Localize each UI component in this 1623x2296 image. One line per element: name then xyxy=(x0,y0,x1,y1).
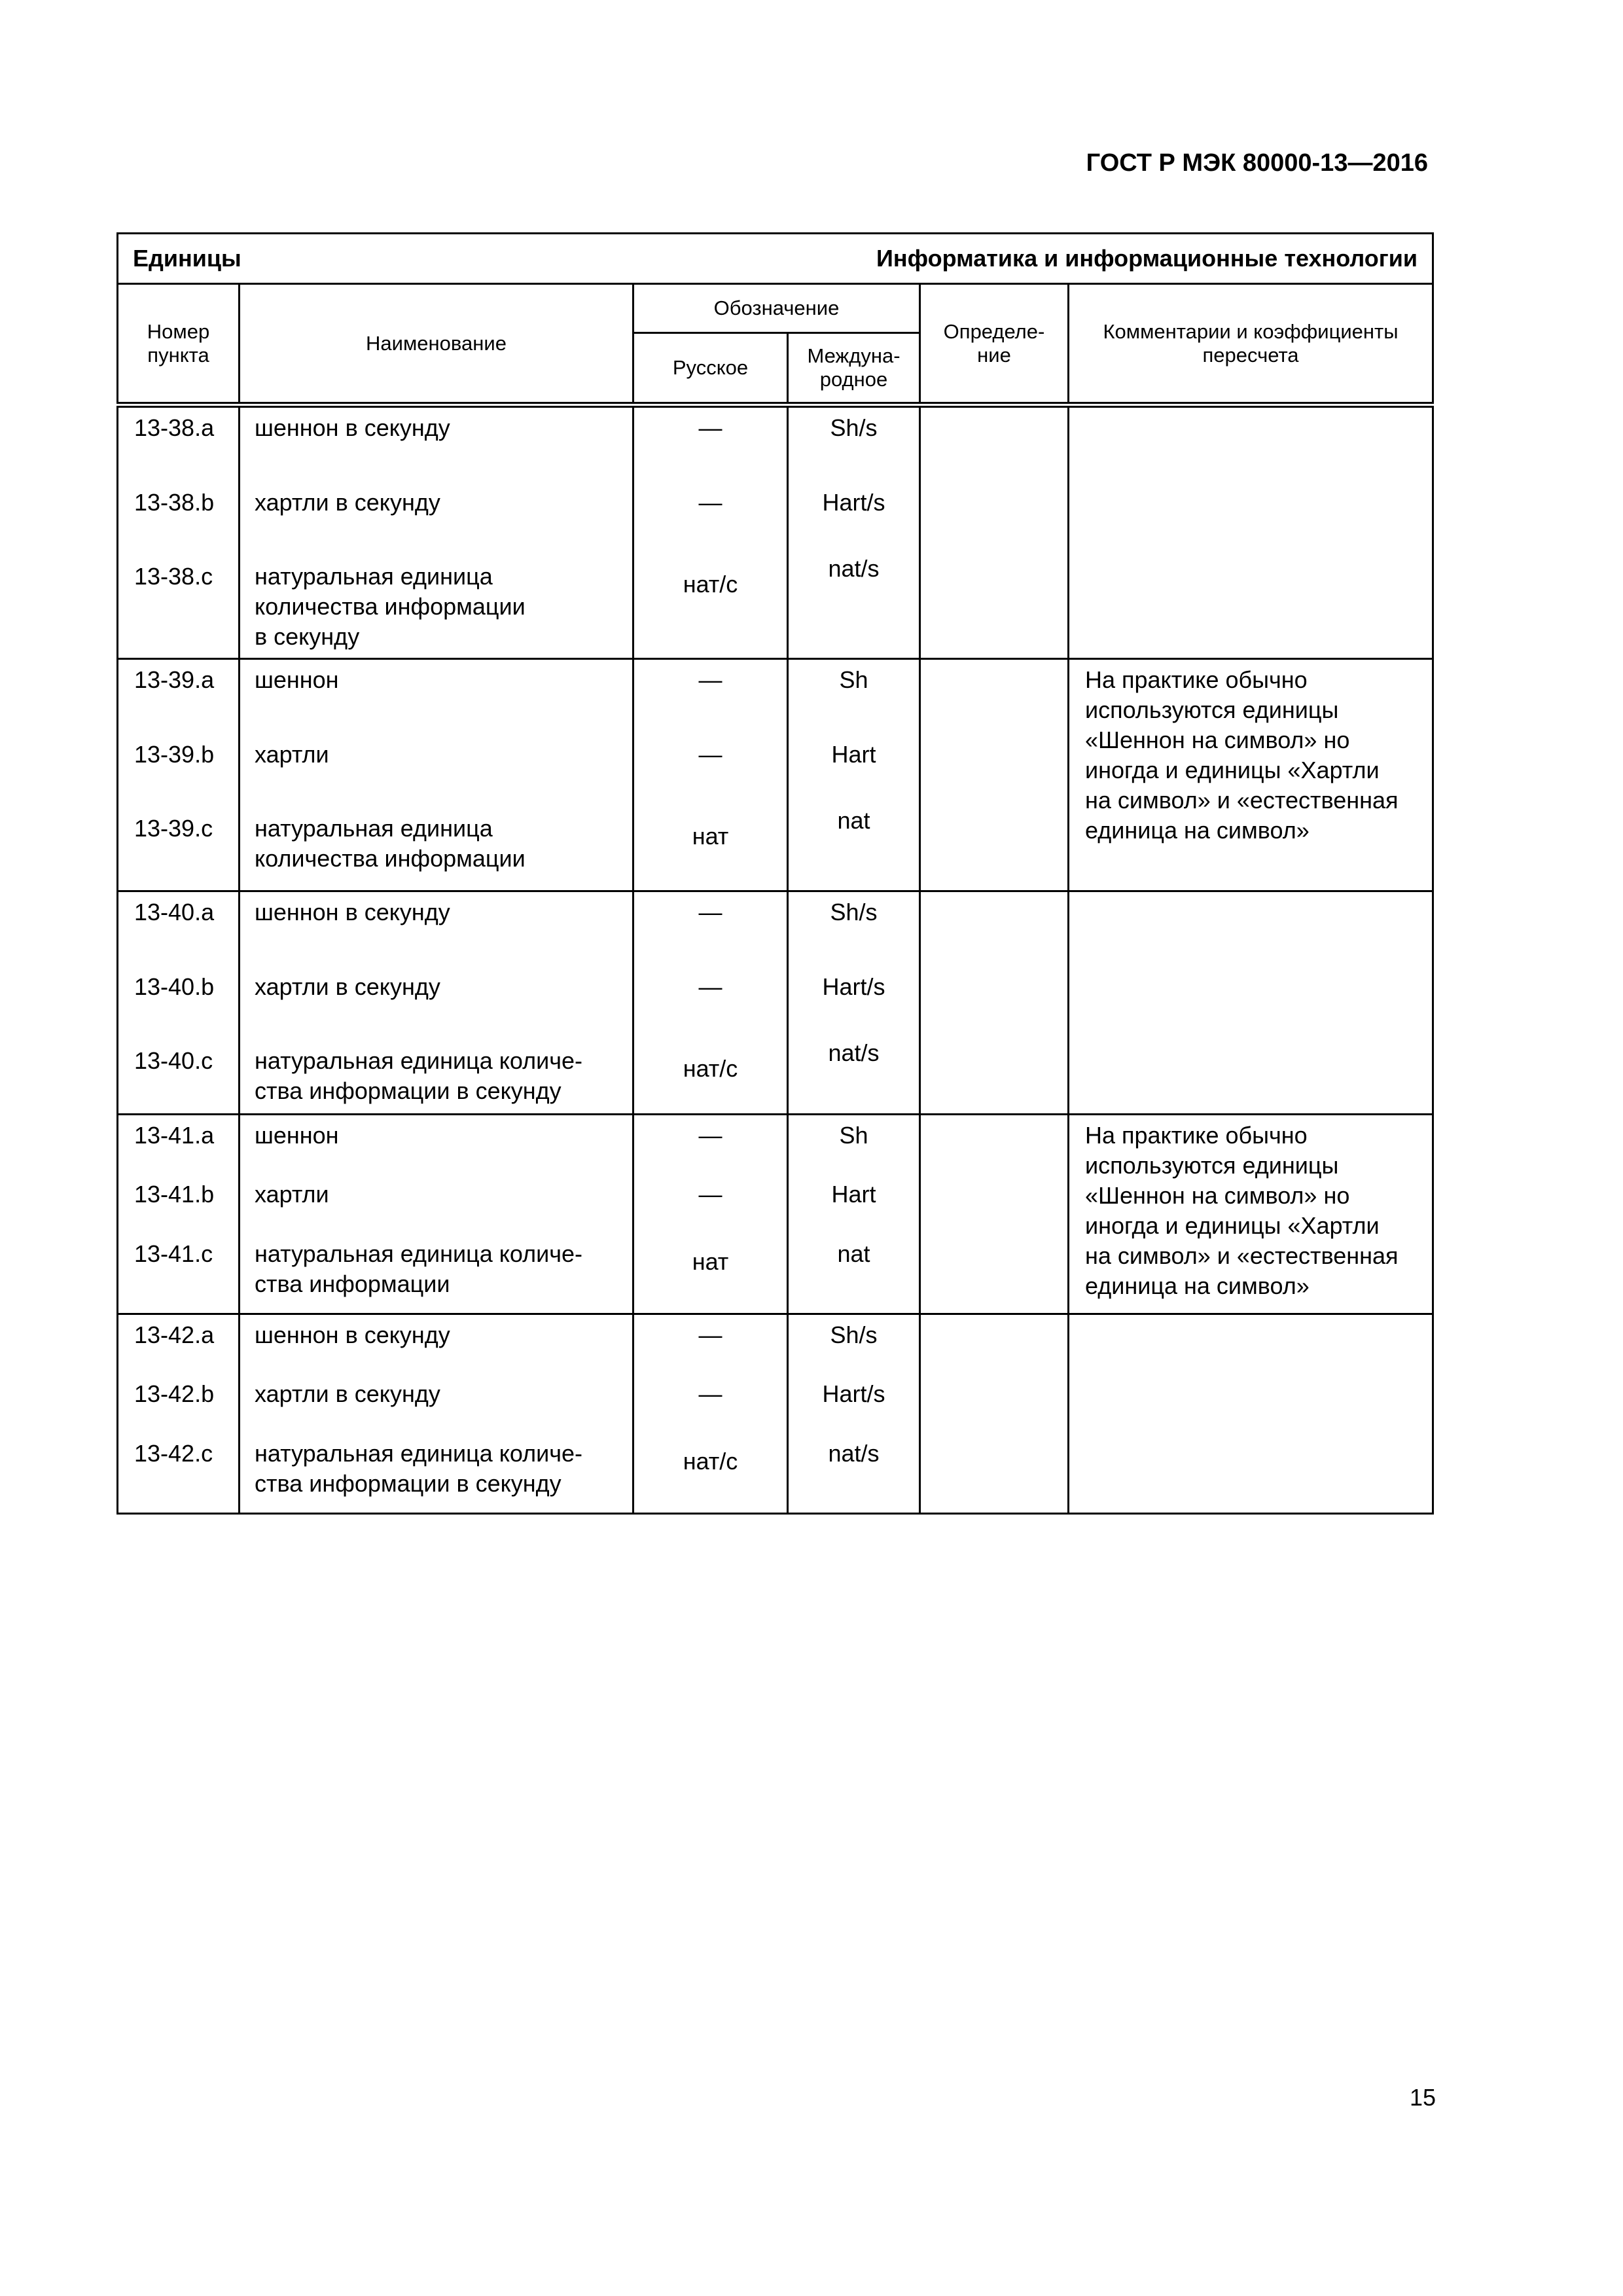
symbol-international: nat xyxy=(837,807,870,834)
item-number: 13-41.a xyxy=(134,1122,215,1149)
unit-name-line: хартли xyxy=(255,741,329,768)
item-ru xyxy=(634,1239,787,1277)
domain-title: Единицы xyxy=(133,245,241,272)
unit-name-line: ства информации в секунду xyxy=(255,1077,562,1104)
document-code: ГОСТ Р МЭК 80000-13—2016 xyxy=(1086,149,1428,177)
item-num xyxy=(118,488,238,518)
unit-name-line: шеннон в секунду xyxy=(255,1321,450,1348)
item-number: 13-39.c xyxy=(134,815,213,842)
table-row xyxy=(118,1115,1433,1314)
cell-def xyxy=(920,659,1069,891)
symbol-international: Sh xyxy=(839,666,868,693)
item-int xyxy=(789,807,919,836)
unit-name-line: шеннон xyxy=(255,666,339,693)
item-int xyxy=(789,1121,919,1151)
item-num xyxy=(118,1121,238,1151)
item-name xyxy=(240,1320,632,1350)
item-ru xyxy=(634,897,787,927)
cell-int xyxy=(788,891,920,1115)
item-name xyxy=(240,413,632,443)
comment-line: иногда и единицы «Хартли xyxy=(1085,757,1380,783)
cell-name xyxy=(240,659,633,891)
item-name xyxy=(240,740,632,770)
symbol-russian: нат/с xyxy=(683,1448,738,1475)
unit-name-line: шеннон в секунду xyxy=(255,414,450,441)
unit-name-line: шеннон в секунду xyxy=(255,899,450,925)
item-ru xyxy=(634,1439,787,1477)
comment-line: На практике обычно xyxy=(1085,1122,1308,1149)
symbol-russian: нат xyxy=(692,823,729,850)
item-number: 13-40.b xyxy=(134,973,215,1000)
symbol-international: nat/s xyxy=(828,555,880,582)
item-num xyxy=(118,972,238,1002)
table-row xyxy=(118,891,1433,1115)
item-number: 13-38.b xyxy=(134,489,215,516)
item-number: 13-38.c xyxy=(134,563,213,590)
item-int xyxy=(789,1039,919,1068)
comment-line: на символ» и «естественная xyxy=(1085,787,1399,814)
unit-name-line: хартли в секунду xyxy=(255,1380,440,1407)
item-int xyxy=(789,555,919,584)
item-int xyxy=(789,665,919,695)
item-number: 13-41.c xyxy=(134,1240,213,1267)
cell-int xyxy=(788,405,920,659)
item-ru xyxy=(634,665,787,695)
unit-name-line: хартли xyxy=(255,1181,329,1208)
item-name xyxy=(240,814,632,874)
units-table xyxy=(116,232,1434,1515)
cell-comment xyxy=(1069,405,1433,659)
item-num xyxy=(118,1379,238,1409)
comment-line: «Шеннон на символ» но xyxy=(1085,726,1350,753)
item-num xyxy=(118,1320,238,1350)
item-int xyxy=(789,1379,919,1409)
cell-ru xyxy=(633,405,788,659)
symbol-russian: — xyxy=(698,1321,722,1348)
unit-name-line: хартли в секунду xyxy=(255,489,440,516)
comment-line: используются единицы xyxy=(1085,1152,1339,1179)
units-table-container xyxy=(116,232,1432,1515)
item-name xyxy=(240,897,632,927)
item-number: 13-42.b xyxy=(134,1380,215,1407)
item-number: 13-40.a xyxy=(134,899,215,925)
cell-name xyxy=(240,1115,633,1314)
cell-def xyxy=(920,405,1069,659)
item-name xyxy=(240,562,632,652)
item-name xyxy=(240,1179,632,1210)
cell-comment xyxy=(1069,659,1433,891)
symbol-russian: — xyxy=(698,741,722,768)
symbol-international: Sh/s xyxy=(830,1321,878,1348)
item-name xyxy=(240,1121,632,1151)
col-header-definition: Определе- ние xyxy=(920,284,1069,405)
col-header-symbol-russian: Русское xyxy=(633,333,788,405)
symbol-international: Hart/s xyxy=(822,1380,885,1407)
col-header-name: Наименование xyxy=(240,284,633,405)
cell-int xyxy=(788,1314,920,1514)
comment-line: иногда и единицы «Хартли xyxy=(1085,1212,1380,1239)
item-num xyxy=(118,897,238,927)
symbol-international: Sh xyxy=(839,1122,868,1149)
item-num xyxy=(118,413,238,443)
symbol-russian: — xyxy=(698,666,722,693)
symbol-international: Sh/s xyxy=(830,899,878,925)
unit-name-line: натуральная единица количе- xyxy=(255,1240,583,1267)
item-ru xyxy=(634,562,787,600)
col-header-number: Номер пункта xyxy=(118,284,240,405)
item-name xyxy=(240,1439,632,1499)
item-name xyxy=(240,1239,632,1299)
cell-def xyxy=(920,1314,1069,1514)
item-ru xyxy=(634,972,787,1002)
item-name xyxy=(240,665,632,695)
item-name xyxy=(240,1046,632,1106)
item-num xyxy=(118,1179,238,1210)
item-num xyxy=(118,1439,238,1469)
item-int xyxy=(789,488,919,518)
table-row xyxy=(118,405,1433,659)
symbol-russian: — xyxy=(698,489,722,516)
cell-def xyxy=(920,891,1069,1115)
item-number: 13-40.c xyxy=(134,1047,213,1074)
symbol-russian: нат/с xyxy=(683,571,738,598)
symbol-international: nat/s xyxy=(828,1039,880,1066)
cell-name xyxy=(240,891,633,1115)
unit-name-line: натуральная единица xyxy=(255,563,493,590)
column-header-row xyxy=(118,284,1433,333)
table-domain-row xyxy=(118,234,1433,284)
cell-num xyxy=(118,1115,240,1314)
item-ru xyxy=(634,1320,787,1350)
unit-name-line: натуральная единица количе- xyxy=(255,1440,583,1467)
item-name xyxy=(240,1379,632,1409)
cell-int xyxy=(788,659,920,891)
domain-cell xyxy=(118,234,1433,284)
item-ru xyxy=(634,1046,787,1084)
item-number: 13-38.a xyxy=(134,414,215,441)
cell-num xyxy=(118,1314,240,1514)
cell-comment xyxy=(1069,1115,1433,1314)
col-header-symbol-international: Междуна- родное xyxy=(788,333,920,405)
item-number: 13-42.c xyxy=(134,1440,213,1467)
item-ru xyxy=(634,413,787,443)
item-int xyxy=(789,1439,919,1469)
symbol-russian: — xyxy=(698,414,722,441)
item-name xyxy=(240,488,632,518)
item-int xyxy=(789,413,919,443)
cell-name xyxy=(240,1314,633,1514)
table-body xyxy=(118,405,1433,1514)
col-header-comments: Комментарии и коэффициенты пересчета xyxy=(1069,284,1433,405)
symbol-russian: — xyxy=(698,973,722,1000)
cell-comment xyxy=(1069,891,1433,1115)
cell-name xyxy=(240,405,633,659)
symbol-international: Hart/s xyxy=(822,489,885,516)
symbol-international: Hart/s xyxy=(822,973,885,1000)
comment-line: На практике обычно xyxy=(1085,666,1308,693)
comment-line: единица на символ» xyxy=(1085,1272,1310,1299)
item-number: 13-42.a xyxy=(134,1321,215,1348)
item-num xyxy=(118,665,238,695)
comment-line: единица на символ» xyxy=(1085,817,1310,844)
item-number: 13-39.a xyxy=(134,666,215,693)
item-ru xyxy=(634,1379,787,1409)
unit-name-line: ства информации в секунду xyxy=(255,1470,562,1497)
comment-line: «Шеннон на символ» но xyxy=(1085,1182,1350,1209)
comment-line: на символ» и «естественная xyxy=(1085,1242,1399,1269)
item-ru xyxy=(634,814,787,852)
symbol-international: nat/s xyxy=(828,1440,880,1467)
unit-name-line: количества информации xyxy=(255,593,526,620)
item-ru xyxy=(634,488,787,518)
cell-ru xyxy=(633,1314,788,1514)
item-num xyxy=(118,1239,238,1269)
item-int xyxy=(789,897,919,927)
unit-name-line: хартли в секунду xyxy=(255,973,440,1000)
unit-name-line: ства информации xyxy=(255,1270,450,1297)
unit-name-line: натуральная единица xyxy=(255,815,493,842)
item-num xyxy=(118,740,238,770)
symbol-international: Hart xyxy=(831,1181,876,1208)
symbol-russian: — xyxy=(698,899,722,925)
cell-ru xyxy=(633,1115,788,1314)
item-number: 13-39.b xyxy=(134,741,215,768)
symbol-international: Hart xyxy=(831,741,876,768)
item-ru xyxy=(634,740,787,770)
item-name xyxy=(240,972,632,1002)
unit-name-line: натуральная единица количе- xyxy=(255,1047,583,1074)
cell-int xyxy=(788,1115,920,1314)
unit-name-line: шеннон xyxy=(255,1122,339,1149)
item-ru xyxy=(634,1121,787,1151)
comment-line: используются единицы xyxy=(1085,696,1339,723)
item-num xyxy=(118,1046,238,1076)
item-number: 13-41.b xyxy=(134,1181,215,1208)
unit-name-line: количества информации xyxy=(255,845,526,872)
item-int xyxy=(789,740,919,770)
item-int xyxy=(789,972,919,1002)
item-int xyxy=(789,1179,919,1210)
item-int xyxy=(789,1239,919,1269)
item-ru xyxy=(634,1179,787,1210)
item-num xyxy=(118,562,238,592)
item-num xyxy=(118,814,238,844)
table-row xyxy=(118,1314,1433,1514)
cell-num xyxy=(118,891,240,1115)
unit-name-line: в секунду xyxy=(255,623,360,650)
symbol-international: nat xyxy=(837,1240,870,1267)
cell-def xyxy=(920,1115,1069,1314)
cell-comment xyxy=(1069,1314,1433,1514)
col-header-symbol: Обозначение xyxy=(633,284,920,333)
cell-ru xyxy=(633,891,788,1115)
symbol-russian: нат/с xyxy=(683,1055,738,1082)
page-number: 15 xyxy=(1410,2084,1436,2111)
symbol-russian: — xyxy=(698,1181,722,1208)
cell-num xyxy=(118,659,240,891)
domain-subject: Информатика и информационные технологии xyxy=(876,245,1418,272)
item-int xyxy=(789,1320,919,1350)
symbol-russian: — xyxy=(698,1122,722,1149)
table-row xyxy=(118,659,1433,891)
symbol-russian: — xyxy=(698,1380,722,1407)
cell-num xyxy=(118,405,240,659)
cell-ru xyxy=(633,659,788,891)
symbol-russian: нат xyxy=(692,1248,729,1275)
symbol-international: Sh/s xyxy=(830,414,878,441)
